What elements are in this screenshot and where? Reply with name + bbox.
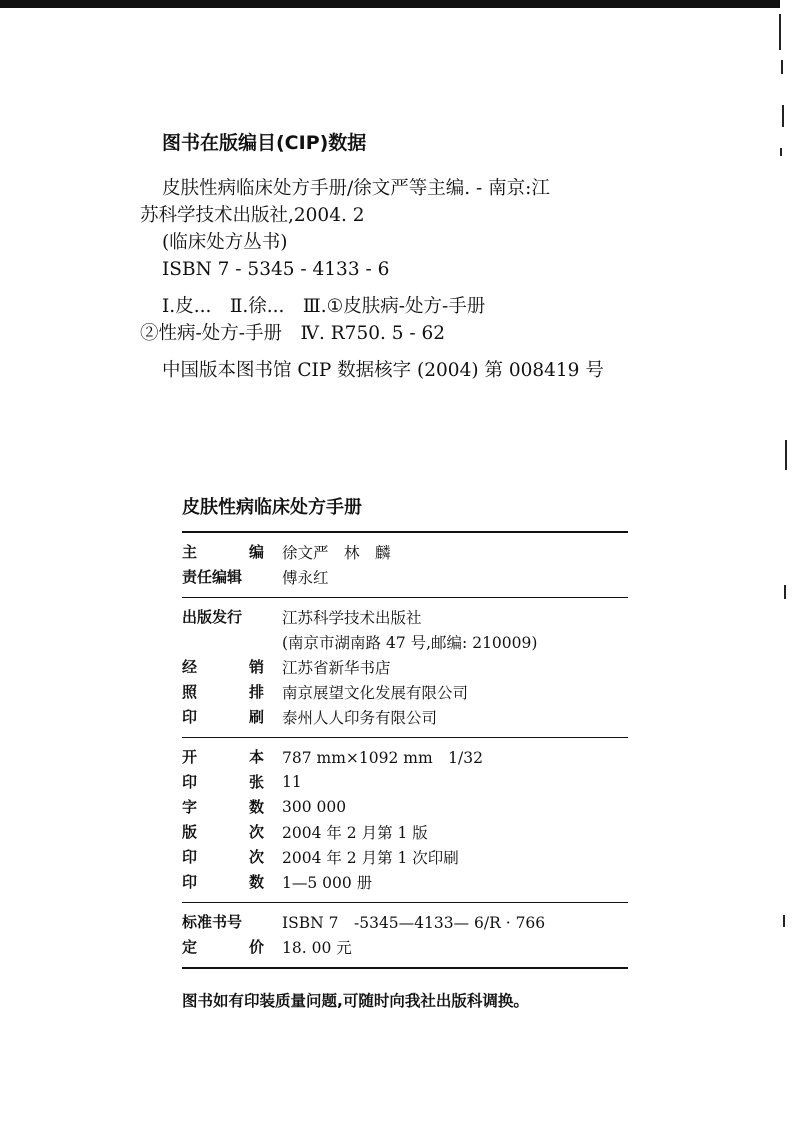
row-label: 责任编辑 <box>182 568 243 586</box>
row-label: 开 本 <box>182 748 264 766</box>
specs-group <box>182 738 628 902</box>
isbn-price-group <box>182 903 628 967</box>
print-run-value: 1—5 000 册 <box>282 873 373 892</box>
row-label: 标准书号 <box>182 913 243 931</box>
cip-isbn-line: ISBN 7 - 5345 - 4133 - 6 <box>162 259 390 280</box>
colophon-block <box>182 493 628 1011</box>
distributor-row <box>182 654 628 679</box>
divider <box>182 967 628 969</box>
row-label: 经 销 <box>182 658 264 676</box>
impression-row <box>182 844 628 869</box>
publisher-value: 江苏科学技术出版社 <box>282 608 422 627</box>
publisher-address-row <box>182 629 628 654</box>
scan-edge-mark <box>784 585 786 599</box>
row-label: 定 价 <box>182 938 264 956</box>
format-value: 787 mm×1092 mm 1/32 <box>282 748 483 767</box>
row-label: 印 张 <box>182 773 264 791</box>
sheets-row <box>182 769 628 794</box>
row-label: 字 数 <box>182 798 264 816</box>
publisher-address: (南京市湖南路 47 号,邮编: 210009) <box>282 633 538 652</box>
editors-group <box>182 533 628 597</box>
scan-edge-mark <box>780 148 782 156</box>
edition-row <box>182 819 628 844</box>
printing-value: 泰州人人印务有限公司 <box>282 708 438 727</box>
row-label: 印 刷 <box>182 708 264 726</box>
chief-editor-value: 徐文严 林 麟 <box>282 543 391 562</box>
scan-edge-mark <box>779 14 781 50</box>
isbn-row <box>182 909 628 934</box>
cip-title-line: 皮肤性病临床处方手册/徐文严等主编. - 南京:江 <box>162 178 550 199</box>
responsible-editor-value: 傅永红 <box>282 568 329 587</box>
cip-subject-line-2: ②性病-处方-手册 Ⅳ. R750. 5 - 62 <box>140 323 446 344</box>
price-row <box>182 934 628 959</box>
chief-editor-row <box>182 539 628 564</box>
cip-data-block <box>140 128 700 384</box>
responsible-editor-row <box>182 564 628 589</box>
book-title: 皮肤性病临床处方手册 <box>182 497 362 518</box>
cip-heading: 图书在版编目(CIP)数据 <box>162 132 367 154</box>
price-value: 18. 00 元 <box>282 938 352 957</box>
print-run-row <box>182 869 628 894</box>
row-label: 印 次 <box>182 848 264 866</box>
isbn-value: ISBN 7 -5345—4133— 6/R · 766 <box>282 913 546 932</box>
printing-row <box>182 704 628 729</box>
row-label: 主 编 <box>182 543 264 561</box>
word-count-value: 300 000 <box>282 797 347 816</box>
scan-edge-mark <box>782 105 784 127</box>
cip-series-line: (临床处方丛书) <box>162 232 288 253</box>
cip-subject-line: Ⅰ.皮... Ⅱ.徐... Ⅲ.①皮肤病-处方-手册 <box>162 296 486 317</box>
publisher-row <box>182 604 628 629</box>
cip-record-number: 中国版本图书馆 CIP 数据核字 (2004) 第 008419 号 <box>162 360 604 381</box>
row-label: 印 数 <box>182 873 264 891</box>
row-label: 照 排 <box>182 683 264 701</box>
scan-edge-mark <box>781 60 783 74</box>
impression-value: 2004 年 2 月第 1 次印刷 <box>282 848 459 867</box>
distributor-value: 江苏省新华书店 <box>282 658 391 677</box>
typesetting-value: 南京展望文化发展有限公司 <box>282 683 469 702</box>
typesetting-row <box>182 679 628 704</box>
cip-publisher-line: 苏科学技术出版社,2004. 2 <box>140 205 365 226</box>
scan-edge-mark <box>783 915 785 927</box>
scan-edge-mark <box>785 440 787 470</box>
row-label: 版 次 <box>182 823 264 841</box>
format-row <box>182 744 628 769</box>
sheets-value: 11 <box>282 772 302 791</box>
edition-value: 2004 年 2 月第 1 版 <box>282 823 428 842</box>
row-label: 出版发行 <box>182 608 243 626</box>
publishing-group <box>182 598 628 737</box>
quality-notice: 图书如有印装质量问题,可随时向我社出版科调换。 <box>182 992 529 1010</box>
word-count-row <box>182 794 628 819</box>
scan-top-border <box>0 0 780 8</box>
